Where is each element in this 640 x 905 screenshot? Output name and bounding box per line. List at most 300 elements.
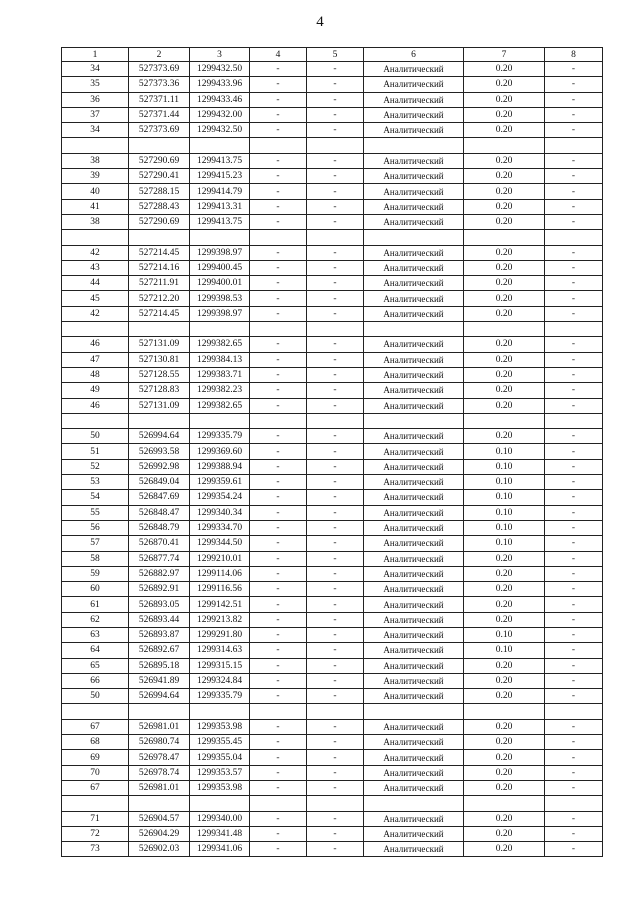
table-row bbox=[62, 780, 603, 795]
point-number-cell: 54 bbox=[62, 490, 129, 505]
table-row bbox=[62, 612, 603, 627]
col8-cell: - bbox=[545, 826, 603, 841]
x-coordinate-cell: 527130.81 bbox=[129, 352, 190, 367]
x-coordinate-cell: 527214.45 bbox=[129, 306, 190, 321]
table-row bbox=[62, 551, 603, 566]
column-header: 8 bbox=[545, 48, 603, 62]
accuracy-cell: 0.20 bbox=[464, 765, 545, 780]
col4-cell: - bbox=[250, 658, 307, 673]
point-number-cell: 46 bbox=[62, 398, 129, 413]
col8-cell: - bbox=[545, 490, 603, 505]
col8-cell: - bbox=[545, 842, 603, 857]
x-coordinate-cell: 526892.91 bbox=[129, 582, 190, 597]
col4-cell: - bbox=[250, 245, 307, 260]
empty-cell bbox=[62, 322, 129, 337]
y-coordinate-cell: 1299334.70 bbox=[190, 520, 250, 535]
accuracy-cell: 0.20 bbox=[464, 352, 545, 367]
accuracy-cell: 0.20 bbox=[464, 429, 545, 444]
accuracy-cell: 0.20 bbox=[464, 123, 545, 138]
x-coordinate-cell: 526848.79 bbox=[129, 520, 190, 535]
table-row bbox=[62, 444, 603, 459]
table-row bbox=[62, 750, 603, 765]
point-number-cell: 38 bbox=[62, 214, 129, 229]
col4-cell: - bbox=[250, 153, 307, 168]
method-cell: Аналитический bbox=[364, 735, 464, 750]
y-coordinate-cell: 1299400.45 bbox=[190, 260, 250, 275]
x-coordinate-cell: 526981.01 bbox=[129, 719, 190, 734]
accuracy-cell: 0.20 bbox=[464, 153, 545, 168]
table-row bbox=[62, 826, 603, 841]
accuracy-cell: 0.20 bbox=[464, 826, 545, 841]
point-number-cell: 38 bbox=[62, 153, 129, 168]
point-number-cell: 65 bbox=[62, 658, 129, 673]
col5-cell: - bbox=[307, 475, 364, 490]
col5-cell: - bbox=[307, 612, 364, 627]
empty-cell bbox=[190, 138, 250, 153]
method-cell: Аналитический bbox=[364, 673, 464, 688]
table-row bbox=[62, 597, 603, 612]
accuracy-cell: 0.20 bbox=[464, 551, 545, 566]
accuracy-cell: 0.20 bbox=[464, 367, 545, 382]
method-cell: Аналитический bbox=[364, 597, 464, 612]
point-number-cell: 34 bbox=[62, 123, 129, 138]
col5-cell: - bbox=[307, 765, 364, 780]
y-coordinate-cell: 1299413.75 bbox=[190, 214, 250, 229]
col4-cell: - bbox=[250, 459, 307, 474]
method-cell: Аналитический bbox=[364, 689, 464, 704]
col5-cell: - bbox=[307, 245, 364, 260]
point-number-cell: 44 bbox=[62, 276, 129, 291]
col8-cell: - bbox=[545, 735, 603, 750]
x-coordinate-cell: 526904.57 bbox=[129, 811, 190, 826]
col4-cell: - bbox=[250, 765, 307, 780]
empty-cell bbox=[545, 230, 603, 245]
y-coordinate-cell: 1299142.51 bbox=[190, 597, 250, 612]
method-cell: Аналитический bbox=[364, 444, 464, 459]
table-row bbox=[62, 77, 603, 92]
table-row bbox=[62, 306, 603, 321]
col4-cell: - bbox=[250, 612, 307, 627]
table-row bbox=[62, 765, 603, 780]
x-coordinate-cell: 526870.41 bbox=[129, 536, 190, 551]
method-cell: Аналитический bbox=[364, 383, 464, 398]
col8-cell: - bbox=[545, 352, 603, 367]
table-row bbox=[62, 276, 603, 291]
table-row bbox=[62, 566, 603, 581]
x-coordinate-cell: 526980.74 bbox=[129, 735, 190, 750]
x-coordinate-cell: 527131.09 bbox=[129, 337, 190, 352]
y-coordinate-cell: 1299291.80 bbox=[190, 627, 250, 642]
table-row bbox=[62, 689, 603, 704]
table-row bbox=[62, 811, 603, 826]
accuracy-cell: 0.20 bbox=[464, 398, 545, 413]
x-coordinate-cell: 526877.74 bbox=[129, 551, 190, 566]
method-cell: Аналитический bbox=[364, 367, 464, 382]
point-number-cell: 68 bbox=[62, 735, 129, 750]
col4-cell: - bbox=[250, 719, 307, 734]
col5-cell: - bbox=[307, 62, 364, 77]
y-coordinate-cell: 1299315.15 bbox=[190, 658, 250, 673]
y-coordinate-cell: 1299355.45 bbox=[190, 735, 250, 750]
empty-cell bbox=[62, 704, 129, 719]
group-separator-row bbox=[62, 704, 603, 719]
table-row bbox=[62, 214, 603, 229]
method-cell: Аналитический bbox=[364, 826, 464, 841]
table-row bbox=[62, 62, 603, 77]
accuracy-cell: 0.20 bbox=[464, 184, 545, 199]
empty-cell bbox=[250, 322, 307, 337]
table-row bbox=[62, 184, 603, 199]
point-number-cell: 35 bbox=[62, 77, 129, 92]
column-header: 5 bbox=[307, 48, 364, 62]
y-coordinate-cell: 1299344.50 bbox=[190, 536, 250, 551]
col8-cell: - bbox=[545, 780, 603, 795]
col8-cell: - bbox=[545, 306, 603, 321]
page-number: 4 bbox=[316, 14, 324, 30]
col4-cell: - bbox=[250, 337, 307, 352]
x-coordinate-cell: 527373.69 bbox=[129, 123, 190, 138]
method-cell: Аналитический bbox=[364, 398, 464, 413]
col4-cell: - bbox=[250, 62, 307, 77]
method-cell: Аналитический bbox=[364, 92, 464, 107]
col4-cell: - bbox=[250, 383, 307, 398]
method-cell: Аналитический bbox=[364, 658, 464, 673]
table-row bbox=[62, 490, 603, 505]
x-coordinate-cell: 527128.55 bbox=[129, 367, 190, 382]
empty-cell bbox=[129, 413, 190, 428]
method-cell: Аналитический bbox=[364, 490, 464, 505]
col5-cell: - bbox=[307, 643, 364, 658]
accuracy-cell: 0.20 bbox=[464, 245, 545, 260]
point-number-cell: 52 bbox=[62, 459, 129, 474]
col4-cell: - bbox=[250, 77, 307, 92]
table-header-row bbox=[62, 48, 603, 62]
empty-cell bbox=[364, 322, 464, 337]
method-cell: Аналитический bbox=[364, 566, 464, 581]
empty-cell bbox=[464, 796, 545, 811]
col4-cell: - bbox=[250, 429, 307, 444]
col8-cell: - bbox=[545, 643, 603, 658]
empty-cell bbox=[307, 230, 364, 245]
table-row bbox=[62, 107, 603, 122]
col4-cell: - bbox=[250, 536, 307, 551]
col4-cell: - bbox=[250, 444, 307, 459]
y-coordinate-cell: 1299341.48 bbox=[190, 826, 250, 841]
col8-cell: - bbox=[545, 245, 603, 260]
y-coordinate-cell: 1299114.06 bbox=[190, 566, 250, 581]
method-cell: Аналитический bbox=[364, 719, 464, 734]
accuracy-cell: 0.10 bbox=[464, 490, 545, 505]
col8-cell: - bbox=[545, 566, 603, 581]
point-number-cell: 55 bbox=[62, 505, 129, 520]
x-coordinate-cell: 526981.01 bbox=[129, 780, 190, 795]
accuracy-cell: 0.20 bbox=[464, 199, 545, 214]
col5-cell: - bbox=[307, 214, 364, 229]
accuracy-cell: 0.20 bbox=[464, 735, 545, 750]
col8-cell: - bbox=[545, 62, 603, 77]
table-body bbox=[62, 48, 603, 857]
x-coordinate-cell: 527290.69 bbox=[129, 153, 190, 168]
col8-cell: - bbox=[545, 169, 603, 184]
empty-cell bbox=[190, 413, 250, 428]
y-coordinate-cell: 1299414.79 bbox=[190, 184, 250, 199]
method-cell: Аналитический bbox=[364, 475, 464, 490]
x-coordinate-cell: 527290.69 bbox=[129, 214, 190, 229]
point-number-cell: 51 bbox=[62, 444, 129, 459]
empty-cell bbox=[464, 704, 545, 719]
col4-cell: - bbox=[250, 643, 307, 658]
table-row bbox=[62, 643, 603, 658]
col4-cell: - bbox=[250, 291, 307, 306]
col4-cell: - bbox=[250, 750, 307, 765]
col5-cell: - bbox=[307, 658, 364, 673]
col5-cell: - bbox=[307, 337, 364, 352]
column-header: 4 bbox=[250, 48, 307, 62]
group-separator-row bbox=[62, 796, 603, 811]
empty-cell bbox=[307, 138, 364, 153]
col8-cell: - bbox=[545, 658, 603, 673]
empty-cell bbox=[250, 230, 307, 245]
point-number-cell: 37 bbox=[62, 107, 129, 122]
empty-cell bbox=[364, 413, 464, 428]
accuracy-cell: 0.20 bbox=[464, 673, 545, 688]
point-number-cell: 39 bbox=[62, 169, 129, 184]
x-coordinate-cell: 526892.67 bbox=[129, 643, 190, 658]
col8-cell: - bbox=[545, 520, 603, 535]
coordinates-table bbox=[61, 47, 603, 857]
method-cell: Аналитический bbox=[364, 62, 464, 77]
point-number-cell: 41 bbox=[62, 199, 129, 214]
empty-cell bbox=[62, 796, 129, 811]
x-coordinate-cell: 527214.45 bbox=[129, 245, 190, 260]
y-coordinate-cell: 1299433.96 bbox=[190, 77, 250, 92]
empty-cell bbox=[464, 322, 545, 337]
x-coordinate-cell: 526893.87 bbox=[129, 627, 190, 642]
col5-cell: - bbox=[307, 184, 364, 199]
empty-cell bbox=[190, 322, 250, 337]
col5-cell: - bbox=[307, 398, 364, 413]
col5-cell: - bbox=[307, 92, 364, 107]
x-coordinate-cell: 527288.15 bbox=[129, 184, 190, 199]
accuracy-cell: 0.10 bbox=[464, 459, 545, 474]
group-separator-row bbox=[62, 322, 603, 337]
y-coordinate-cell: 1299353.57 bbox=[190, 765, 250, 780]
x-coordinate-cell: 527211.91 bbox=[129, 276, 190, 291]
accuracy-cell: 0.20 bbox=[464, 780, 545, 795]
accuracy-cell: 0.10 bbox=[464, 520, 545, 535]
method-cell: Аналитический bbox=[364, 627, 464, 642]
column-header: 3 bbox=[190, 48, 250, 62]
table-row bbox=[62, 260, 603, 275]
col5-cell: - bbox=[307, 551, 364, 566]
col5-cell: - bbox=[307, 719, 364, 734]
col4-cell: - bbox=[250, 780, 307, 795]
col5-cell: - bbox=[307, 260, 364, 275]
table-row bbox=[62, 383, 603, 398]
col4-cell: - bbox=[250, 689, 307, 704]
y-coordinate-cell: 1299398.53 bbox=[190, 291, 250, 306]
y-coordinate-cell: 1299355.04 bbox=[190, 750, 250, 765]
col8-cell: - bbox=[545, 184, 603, 199]
point-number-cell: 63 bbox=[62, 627, 129, 642]
empty-cell bbox=[364, 138, 464, 153]
col8-cell: - bbox=[545, 475, 603, 490]
accuracy-cell: 0.20 bbox=[464, 77, 545, 92]
x-coordinate-cell: 526993.58 bbox=[129, 444, 190, 459]
col5-cell: - bbox=[307, 77, 364, 92]
y-coordinate-cell: 1299382.65 bbox=[190, 337, 250, 352]
y-coordinate-cell: 1299413.31 bbox=[190, 199, 250, 214]
table-row bbox=[62, 169, 603, 184]
empty-cell bbox=[307, 796, 364, 811]
method-cell: Аналитический bbox=[364, 352, 464, 367]
y-coordinate-cell: 1299324.84 bbox=[190, 673, 250, 688]
col8-cell: - bbox=[545, 260, 603, 275]
y-coordinate-cell: 1299398.97 bbox=[190, 306, 250, 321]
column-header: 1 bbox=[62, 48, 129, 62]
x-coordinate-cell: 527288.43 bbox=[129, 199, 190, 214]
empty-cell bbox=[129, 138, 190, 153]
accuracy-cell: 0.20 bbox=[464, 842, 545, 857]
table-row bbox=[62, 475, 603, 490]
empty-cell bbox=[250, 138, 307, 153]
empty-cell bbox=[545, 138, 603, 153]
col8-cell: - bbox=[545, 383, 603, 398]
method-cell: Аналитический bbox=[364, 245, 464, 260]
col4-cell: - bbox=[250, 199, 307, 214]
accuracy-cell: 0.20 bbox=[464, 291, 545, 306]
col8-cell: - bbox=[545, 627, 603, 642]
empty-cell bbox=[307, 413, 364, 428]
col5-cell: - bbox=[307, 627, 364, 642]
method-cell: Аналитический bbox=[364, 184, 464, 199]
method-cell: Аналитический bbox=[364, 429, 464, 444]
x-coordinate-cell: 527371.11 bbox=[129, 92, 190, 107]
col5-cell: - bbox=[307, 673, 364, 688]
col4-cell: - bbox=[250, 735, 307, 750]
y-coordinate-cell: 1299384.13 bbox=[190, 352, 250, 367]
accuracy-cell: 0.10 bbox=[464, 475, 545, 490]
empty-cell bbox=[129, 322, 190, 337]
point-number-cell: 72 bbox=[62, 826, 129, 841]
table-row bbox=[62, 199, 603, 214]
col5-cell: - bbox=[307, 291, 364, 306]
empty-cell bbox=[307, 322, 364, 337]
y-coordinate-cell: 1299314.63 bbox=[190, 643, 250, 658]
x-coordinate-cell: 526847.69 bbox=[129, 490, 190, 505]
col8-cell: - bbox=[545, 398, 603, 413]
empty-cell bbox=[464, 413, 545, 428]
group-separator-row bbox=[62, 413, 603, 428]
table-row bbox=[62, 735, 603, 750]
accuracy-cell: 0.20 bbox=[464, 214, 545, 229]
col5-cell: - bbox=[307, 811, 364, 826]
col5-cell: - bbox=[307, 169, 364, 184]
point-number-cell: 73 bbox=[62, 842, 129, 857]
empty-cell bbox=[190, 704, 250, 719]
table-row bbox=[62, 245, 603, 260]
accuracy-cell: 0.20 bbox=[464, 260, 545, 275]
col5-cell: - bbox=[307, 689, 364, 704]
col5-cell: - bbox=[307, 444, 364, 459]
y-coordinate-cell: 1299432.00 bbox=[190, 107, 250, 122]
empty-cell bbox=[364, 796, 464, 811]
method-cell: Аналитический bbox=[364, 750, 464, 765]
col4-cell: - bbox=[250, 169, 307, 184]
col5-cell: - bbox=[307, 505, 364, 520]
point-number-cell: 46 bbox=[62, 337, 129, 352]
point-number-cell: 64 bbox=[62, 643, 129, 658]
col8-cell: - bbox=[545, 107, 603, 122]
table-row bbox=[62, 459, 603, 474]
y-coordinate-cell: 1299415.23 bbox=[190, 169, 250, 184]
col5-cell: - bbox=[307, 429, 364, 444]
method-cell: Аналитический bbox=[364, 582, 464, 597]
empty-cell bbox=[250, 704, 307, 719]
x-coordinate-cell: 526978.74 bbox=[129, 765, 190, 780]
point-number-cell: 70 bbox=[62, 765, 129, 780]
empty-cell bbox=[129, 704, 190, 719]
col8-cell: - bbox=[545, 77, 603, 92]
y-coordinate-cell: 1299210.01 bbox=[190, 551, 250, 566]
col8-cell: - bbox=[545, 612, 603, 627]
y-coordinate-cell: 1299388.94 bbox=[190, 459, 250, 474]
x-coordinate-cell: 526893.44 bbox=[129, 612, 190, 627]
column-header: 6 bbox=[364, 48, 464, 62]
empty-cell bbox=[190, 230, 250, 245]
y-coordinate-cell: 1299340.00 bbox=[190, 811, 250, 826]
table-row bbox=[62, 582, 603, 597]
point-number-cell: 48 bbox=[62, 367, 129, 382]
empty-cell bbox=[545, 796, 603, 811]
x-coordinate-cell: 526893.05 bbox=[129, 597, 190, 612]
x-coordinate-cell: 526994.64 bbox=[129, 429, 190, 444]
col5-cell: - bbox=[307, 842, 364, 857]
method-cell: Аналитический bbox=[364, 260, 464, 275]
col8-cell: - bbox=[545, 276, 603, 291]
point-number-cell: 43 bbox=[62, 260, 129, 275]
col5-cell: - bbox=[307, 520, 364, 535]
method-cell: Аналитический bbox=[364, 337, 464, 352]
col4-cell: - bbox=[250, 276, 307, 291]
method-cell: Аналитический bbox=[364, 153, 464, 168]
point-number-cell: 47 bbox=[62, 352, 129, 367]
accuracy-cell: 0.20 bbox=[464, 383, 545, 398]
accuracy-cell: 0.10 bbox=[464, 505, 545, 520]
x-coordinate-cell: 526994.64 bbox=[129, 689, 190, 704]
x-coordinate-cell: 526848.47 bbox=[129, 505, 190, 520]
y-coordinate-cell: 1299383.71 bbox=[190, 367, 250, 382]
col5-cell: - bbox=[307, 107, 364, 122]
point-number-cell: 57 bbox=[62, 536, 129, 551]
method-cell: Аналитический bbox=[364, 199, 464, 214]
method-cell: Аналитический bbox=[364, 123, 464, 138]
empty-cell bbox=[190, 796, 250, 811]
table-row bbox=[62, 536, 603, 551]
col8-cell: - bbox=[545, 582, 603, 597]
accuracy-cell: 0.10 bbox=[464, 444, 545, 459]
accuracy-cell: 0.10 bbox=[464, 643, 545, 658]
column-header: 2 bbox=[129, 48, 190, 62]
y-coordinate-cell: 1299353.98 bbox=[190, 719, 250, 734]
col8-cell: - bbox=[545, 689, 603, 704]
x-coordinate-cell: 526882.97 bbox=[129, 566, 190, 581]
accuracy-cell: 0.10 bbox=[464, 627, 545, 642]
table-row bbox=[62, 367, 603, 382]
group-separator-row bbox=[62, 230, 603, 245]
col4-cell: - bbox=[250, 566, 307, 581]
table-row bbox=[62, 520, 603, 535]
